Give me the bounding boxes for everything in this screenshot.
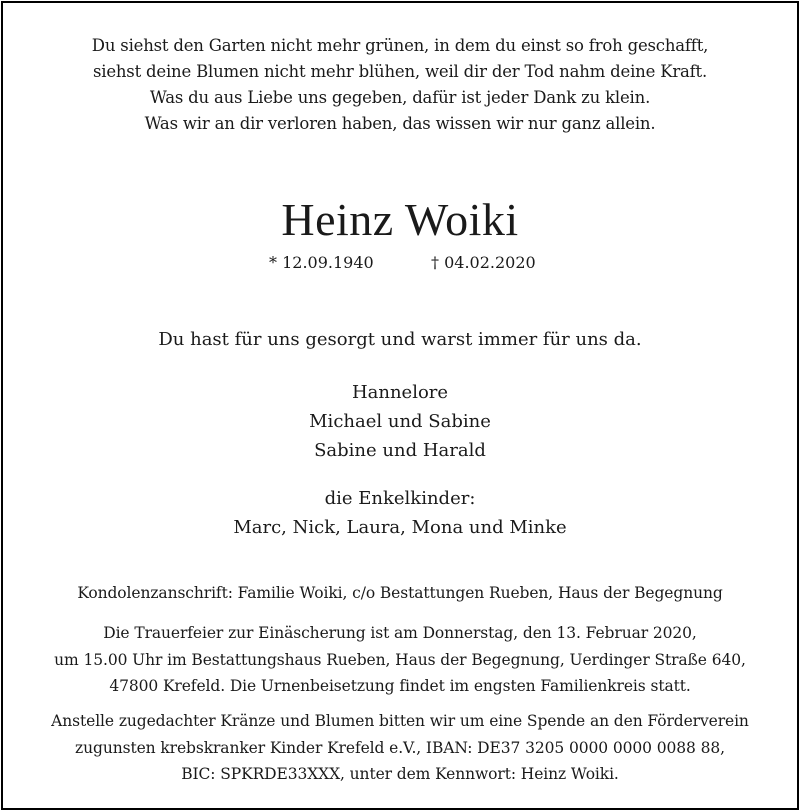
donation-line: zugunsten krebskranker Kinder Krefeld e.V., IBAN: DE37 3205 0000 0000 0088 88, (75, 738, 725, 757)
grandchildren-heading: die Enkelkinder: (324, 488, 476, 509)
family-member: Michael und Sabine (309, 411, 491, 432)
ceremony-line: 47800 Krefeld. Die Urnenbeisetzung findet im engsten Familienkreis statt. (109, 677, 691, 695)
donation-line: BIC: SPKRDE33XXX, unter dem Kennwort: Heinz Woiki. (181, 765, 619, 783)
poem-line: Was du aus Liebe uns gegeben, dafür ist jeder Dank zu klein. (149, 88, 651, 107)
grandchildren (0, 484, 800, 542)
tagline: Du hast für uns gesorgt und warst immer für uns da. (158, 329, 642, 350)
ceremony-info (0, 620, 800, 700)
family-member: Sabine und Harald (314, 440, 486, 461)
grandchildren-names: Marc, Nick, Laura, Mona und Minke (233, 517, 567, 538)
death-date: † 04.02.2020 (431, 253, 536, 272)
poem-line: Was wir an dir verloren haben, das wissen wir nur ganz allein. (144, 114, 656, 133)
ceremony-line: um 15.00 Uhr im Bestattungshaus Rueben, Haus der Begegnung, Uerdinger Straße 640, (54, 650, 746, 669)
donation-line: Anstelle zugedachter Kränze und Blumen bitten wir um eine Spende an den Förderverein (51, 712, 749, 730)
deceased-name: Heinz Woiki (281, 194, 519, 245)
poem-line: siehst deine Blumen nicht mehr blühen, weil dir der Tod nahm deine Kraft. (92, 62, 708, 81)
poem-line: Du siehst den Garten nicht mehr grünen, in dem du einst so froh geschafft, (91, 36, 709, 55)
condolence-address: Kondolenzanschrift: Familie Woiki, c/o Bestattungen Rueben, Haus der Begegnung (77, 584, 723, 602)
birth-date: * 12.09.1940 (269, 253, 374, 272)
family-member: Hannelore (351, 382, 449, 403)
ceremony-line: Die Trauerfeier zur Einäscherung ist am Donnerstag, den 13. Februar 2020, (103, 624, 697, 642)
donation-info (0, 708, 800, 788)
family-list (0, 378, 800, 465)
poem (0, 33, 800, 137)
